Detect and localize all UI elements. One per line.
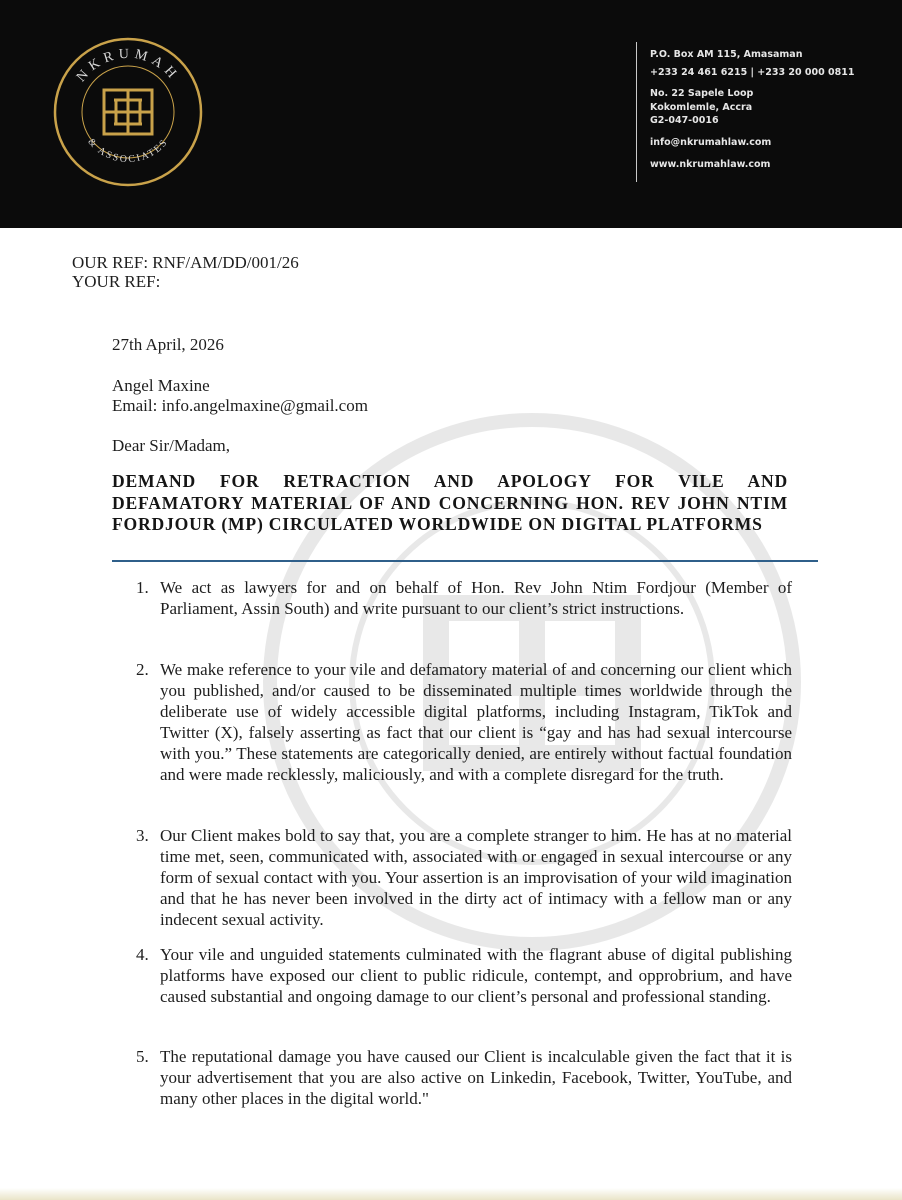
- logo-top-text: NKRUMAH: [73, 46, 183, 85]
- paragraph-text: Our Client makes bold to say that, you are a complete stranger to him. He has at no material time met, seen, communicated with, associated with or engaged in sexual intercourse or any form of sexual contact with you. Your assertion is an improvisation of your wild imagination and that he has never been involved in the dirty act of intimacy with a fellow man or any indecent sexual activity.: [160, 826, 792, 929]
- header-divider: [636, 42, 637, 182]
- your-reference: YOUR REF:: [72, 272, 161, 291]
- adinkra-emblem-icon: [104, 90, 152, 134]
- letter-date: 27th April, 2026: [112, 335, 224, 354]
- address-line-1: No. 22 Sapele Loop: [650, 88, 754, 100]
- firm-logo: [52, 36, 204, 188]
- website-url[interactable]: www.nkrumahlaw.com: [650, 158, 771, 170]
- recipient-email: Email: info.angelmaxine@gmail.com: [112, 396, 368, 415]
- logo-bottom-text: & ASSOCIATES: [85, 136, 171, 166]
- paragraph-number: 3.: [136, 826, 149, 845]
- paragraph-number: 4.: [136, 945, 149, 964]
- paragraph-2: [136, 660, 792, 785]
- email-address[interactable]: info@nkrumahlaw.com: [650, 136, 772, 148]
- paragraph-5: [136, 1047, 792, 1110]
- address-line-3: G2-047-0016: [650, 115, 719, 127]
- subject-underline: [112, 560, 818, 562]
- paragraph-1: [136, 578, 792, 620]
- paragraph-4: [136, 945, 792, 1008]
- paragraph-text: We act as lawyers for and on behalf of Hon. Rev John Ntim Fordjour (Member of Parliament, Assin South) and write pursuant to our client’s strict instructions.: [160, 578, 792, 618]
- contact-details: [650, 48, 890, 171]
- paragraph-number: 1.: [136, 578, 149, 597]
- paragraph-3: [136, 826, 792, 931]
- our-reference: OUR REF: RNF/AM/DD/001/26: [72, 253, 299, 272]
- paragraph-text: We make reference to your vile and defamatory material of and concerning our client which you published, and/or caused to be disseminated multiple times worldwide through the deliberate use of widely accessible digital platforms, including Instagram, TikTok and Twitter (X), falsely asserting as fact that our client is “gay and has had sexual intercourse with you.” These statements are categorically denied, are entirely without factual foundation and were made recklessly, maliciously, and with a complete disregard for the truth.: [160, 660, 792, 784]
- salutation: Dear Sir/Madam,: [112, 436, 231, 455]
- address-line-2: Kokomlemle, Accra: [650, 101, 753, 113]
- paragraph-number: 5.: [136, 1047, 149, 1066]
- page-bottom-edge: [0, 1188, 902, 1200]
- paragraph-text: Your vile and unguided statements culminated with the flagrant abuse of digital publishing platforms have exposed our client to public ridicule, contempt, and opprobrium, and have caused substantial and ongoing damage to our client’s personal and professional standing.: [160, 945, 792, 1006]
- paragraph-text: The reputational damage you have caused our Client is incalculable given the fact that it is your advertisement that you are also active on Linkedin, Facebook, Twitter, YouTube, and many other places in the digital world.": [160, 1047, 792, 1108]
- po-box: P.O. Box AM 115, Amasaman: [650, 49, 803, 60]
- letterhead-banner: [0, 0, 902, 228]
- subject-heading: DEMAND FOR RETRACTION AND APOLOGY FOR VILE AND DEFAMATORY MATERIAL OF AND CONCERNING HON. REV JOHN NTIM FORDJOUR (MP) CIRCULATED WORLDWIDE ON DIGITAL PLATFORMS: [112, 471, 788, 534]
- recipient-name: Angel Maxine: [112, 376, 210, 395]
- paragraph-number: 2.: [136, 660, 149, 679]
- phone-numbers: +233 24 461 6215 | +233 20 000 0811: [650, 66, 855, 78]
